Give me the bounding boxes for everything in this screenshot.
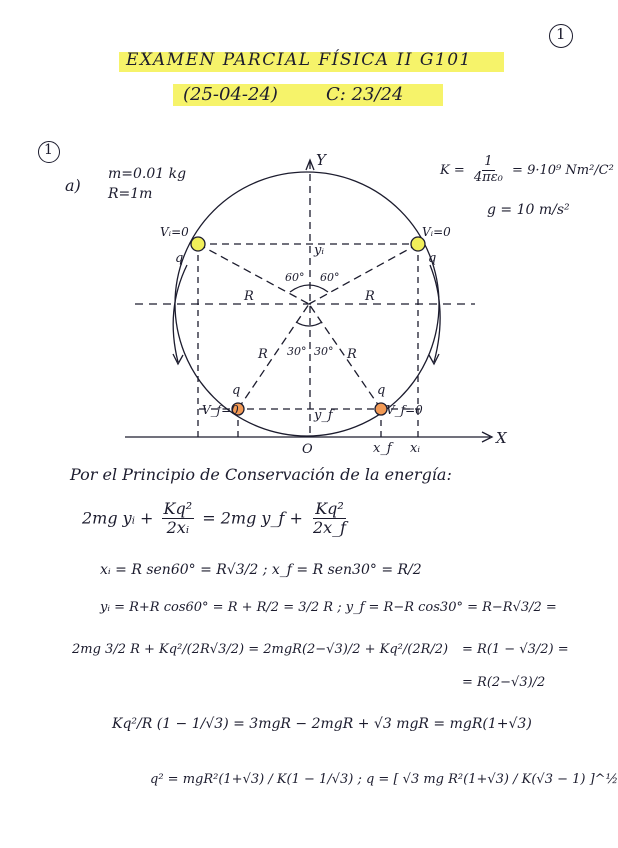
label-vf-left: V_f=0 xyxy=(202,403,239,417)
charge-top-left xyxy=(191,237,205,251)
equation-reduced: Kq²/R (1 − 1/√3) = 3mgR − 2mgR + √3 mgR = mgR(1+√3) xyxy=(112,716,532,732)
eq1-frac1-den: 2xᵢ xyxy=(166,518,190,538)
constant-k-value: = 9·10⁹ Nm²/C² xyxy=(512,162,614,178)
energy-equation xyxy=(82,500,351,538)
part-label: a) xyxy=(65,176,81,195)
label-xi: xᵢ xyxy=(410,441,420,456)
label-r-right: R xyxy=(365,289,375,304)
arc-30-lower xyxy=(296,322,322,326)
eq1-left: 2mg yᵢ + xyxy=(82,508,154,528)
label-vi-right: Vᵢ=0 xyxy=(422,225,451,239)
eq1-frac1-num: Kq² xyxy=(163,499,193,518)
label-angle-60-right: 60° xyxy=(320,271,340,284)
label-angle-30-right: 30° xyxy=(314,345,334,358)
given-radius: R=1m xyxy=(108,186,153,202)
course-year: C: 23/24 xyxy=(326,84,404,105)
label-q-bottom-right: q xyxy=(377,383,386,398)
label-r-lower-right: R xyxy=(347,347,357,362)
label-yi: yᵢ xyxy=(314,243,324,258)
eq1-fraction-2 xyxy=(311,500,348,538)
label-q-top-left: q xyxy=(175,251,184,266)
eq1-fraction-1 xyxy=(162,500,195,538)
label-angle-30-left: 30° xyxy=(287,345,307,358)
equation-substituted: 2mg 3/2 R + Kq²/(2R√3/2) = 2mgR(2−√3)/2 + Kq²/(2R/2) xyxy=(72,642,449,657)
eq1-frac2-den: 2x_f xyxy=(312,518,347,538)
arc-60-upper xyxy=(290,285,328,292)
charge-top-right xyxy=(411,237,425,251)
label-xf: x_f xyxy=(373,441,392,456)
page-number: 1 xyxy=(556,25,566,43)
label-angle-60-left: 60° xyxy=(285,271,305,284)
equation-charge: q² = mgR²(1+√3) / K(1 − 1/√3) ; q = [ √3 mg R²(1+√3) / K(√3 − 1) ]^½ xyxy=(150,772,618,787)
eq1-mid: = 2mg y_f + xyxy=(202,508,303,528)
exam-title: EXAMEN PARCIAL FÍSICA II G101 xyxy=(126,50,472,70)
label-y-axis: Y xyxy=(316,151,326,169)
label-r-lower-left: R xyxy=(258,347,268,362)
label-origin: O xyxy=(302,442,313,457)
eq1-frac2-num: Kq² xyxy=(315,499,344,518)
constant-k-num: 1 xyxy=(484,154,493,169)
motion-arrow-right-head xyxy=(429,354,439,364)
exam-date: (25-04-24) xyxy=(183,84,278,105)
label-r-left: R xyxy=(244,289,254,304)
constant-k-den: 4πε₀ xyxy=(473,169,503,185)
equation-yf-simplified-2: = R(2−√3)/2 xyxy=(462,675,546,690)
principle-statement: Por el Principio de Conservación de la energía: xyxy=(70,465,452,484)
equation-yf-simplified-1: = R(1 − √3/2) = xyxy=(462,642,569,657)
label-vf-right: V_f=0 xyxy=(386,403,423,417)
problem-number: 1 xyxy=(44,142,53,158)
constant-k-label: K = xyxy=(440,162,465,178)
equation-y-positions: yᵢ = R+R cos60° = R + R/2 = 3/2 R ; y_f = R−R cos30° = R−R√3/2 = xyxy=(100,600,557,615)
label-vi-left: Vᵢ=0 xyxy=(160,225,189,239)
label-q-top-right: q xyxy=(428,251,437,266)
label-x-axis: X xyxy=(496,429,507,447)
given-mass: m=0.01 kg xyxy=(108,166,187,182)
constant-g: g = 10 m/s² xyxy=(487,202,570,218)
equation-x-positions: xᵢ = R sen60° = R√3/2 ; x_f = R sen30° = R/2 xyxy=(100,562,422,578)
label-q-bottom-left: q xyxy=(232,383,241,398)
label-yf: y_f xyxy=(314,408,333,423)
motion-arrow-left-head xyxy=(173,354,183,364)
